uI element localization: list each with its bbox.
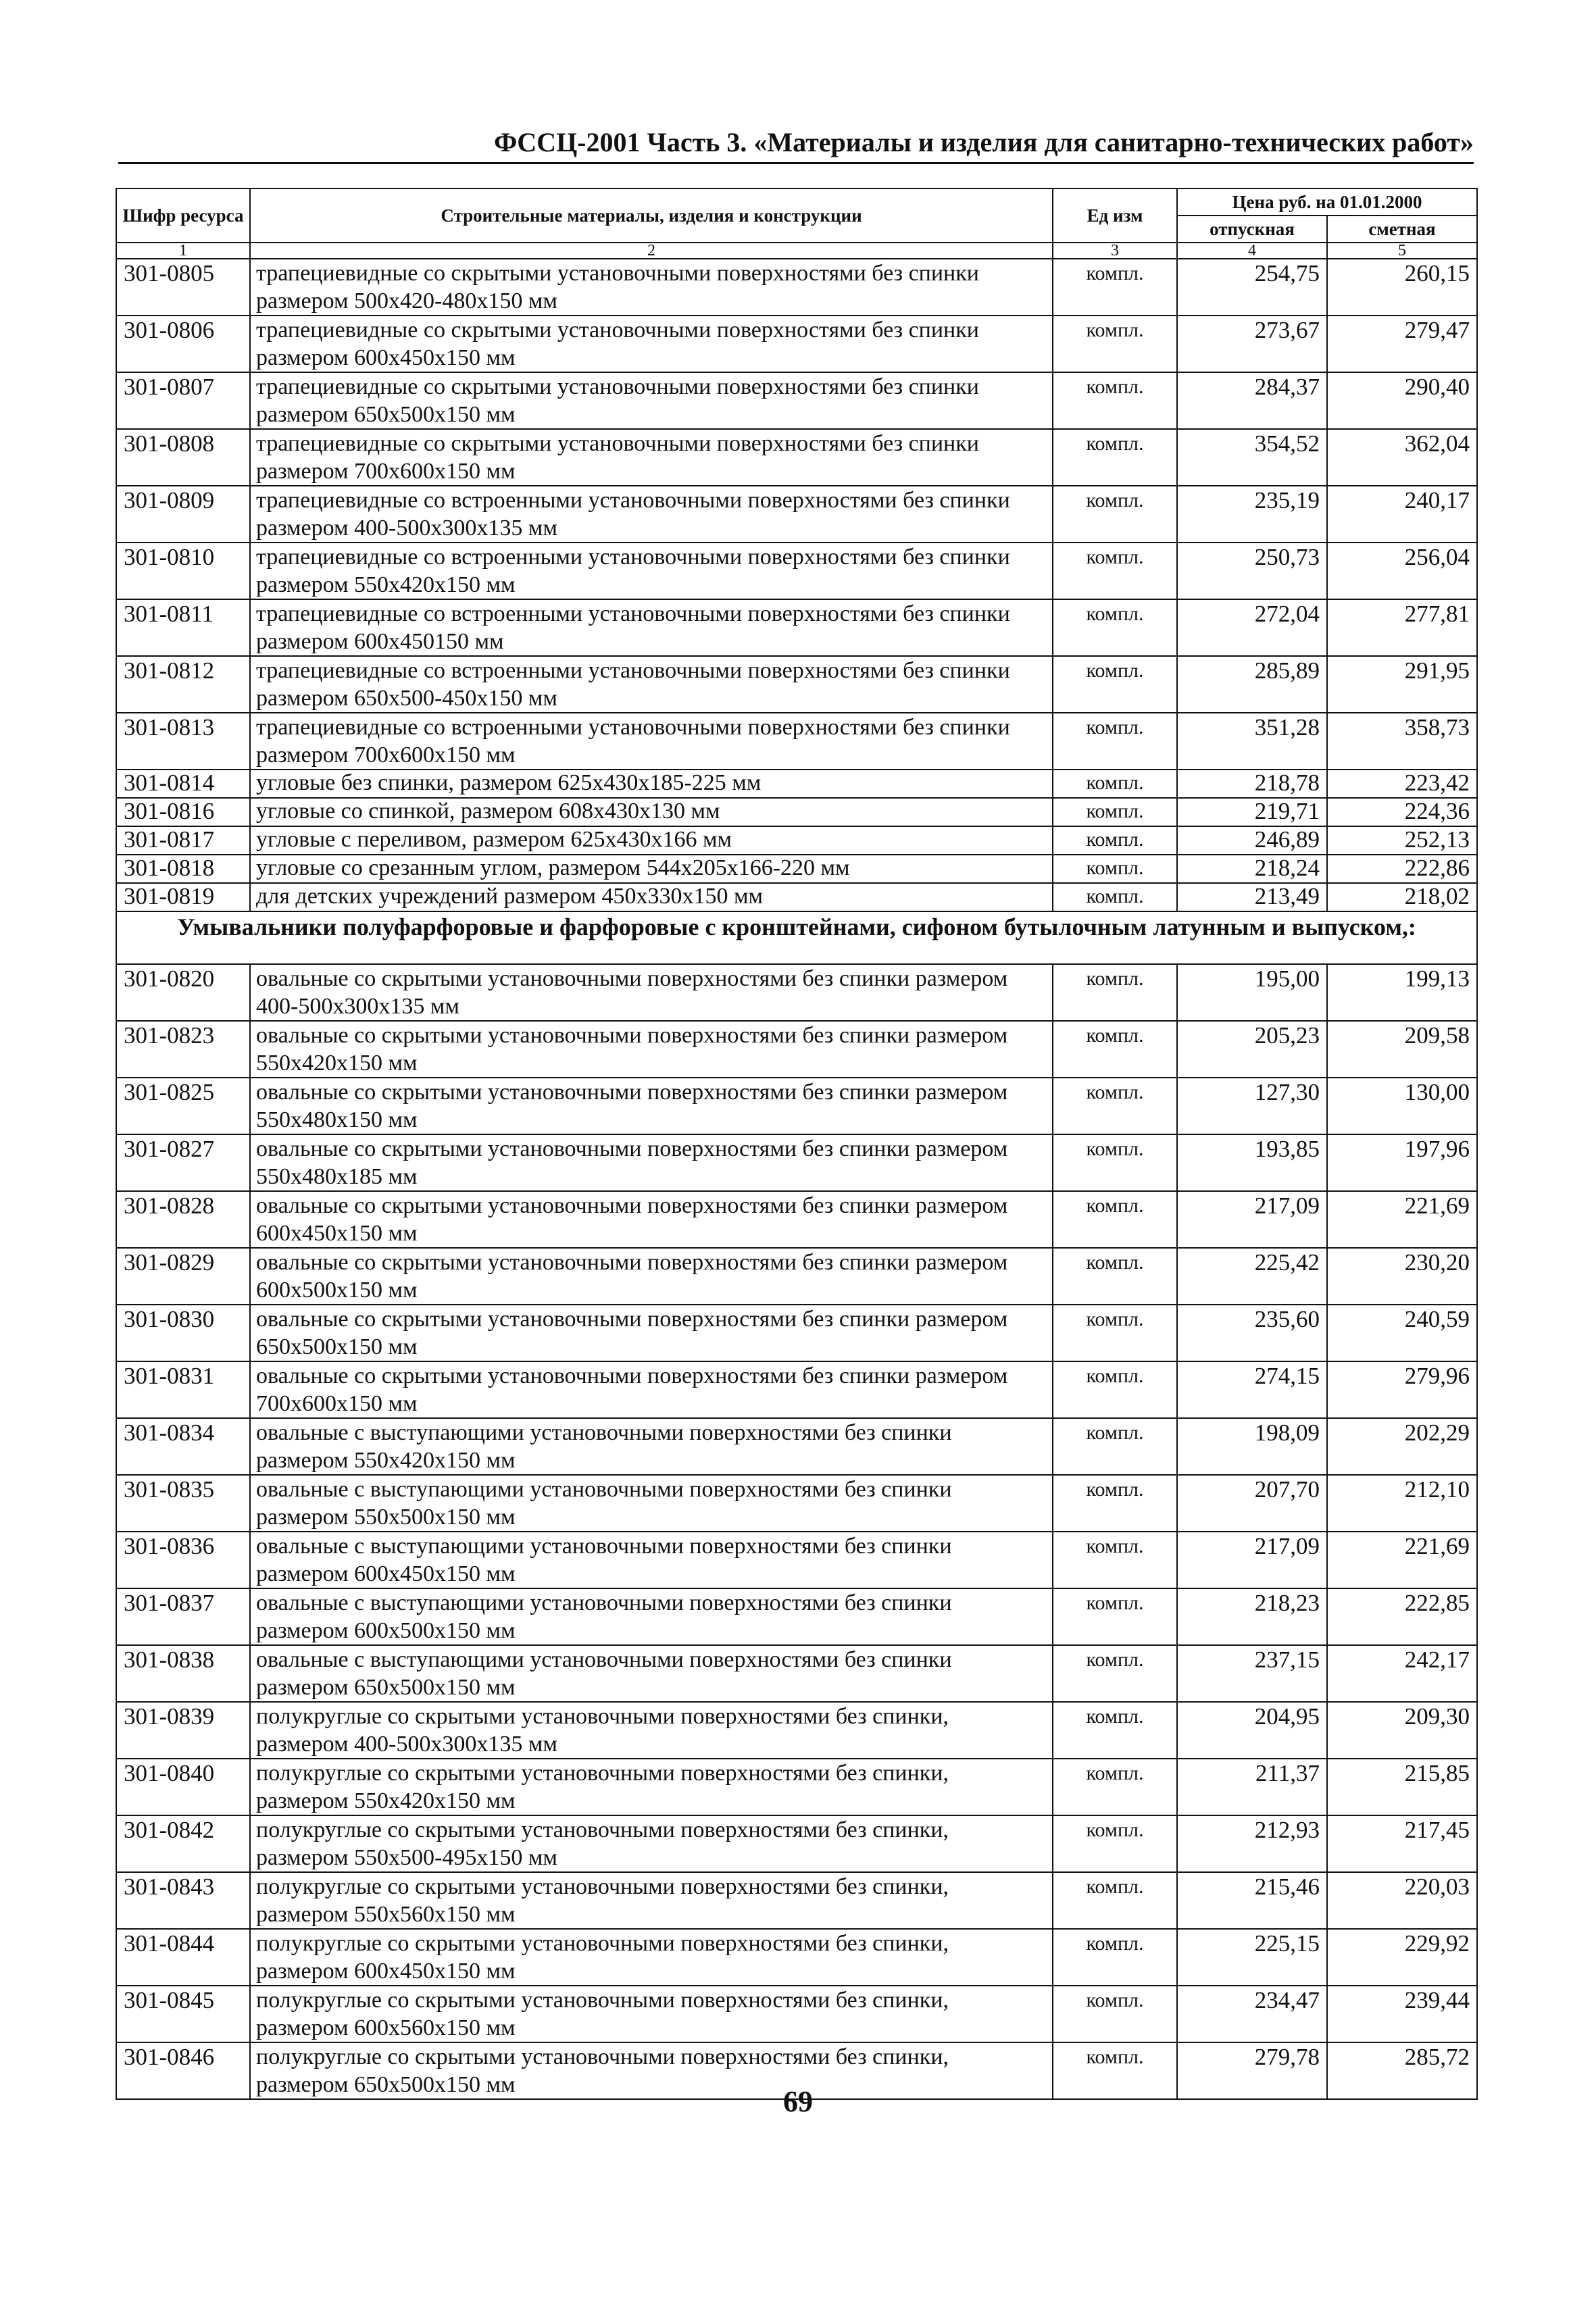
unit-cell: компл. [1053, 1588, 1177, 1645]
resource-code: 301-0827 [116, 1134, 250, 1191]
price-estimate: 223,42 [1327, 770, 1477, 798]
unit-cell: компл. [1053, 1305, 1177, 1361]
price-estimate: 240,17 [1327, 486, 1477, 543]
unit-cell: компл. [1053, 1475, 1177, 1532]
resource-name: угловые со срезанным углом, размером 544x205x166-220 мм [250, 855, 1053, 883]
resource-name: овальные со скрытыми установочными поверхностями без спинки размером 550x480x150 мм [250, 1078, 1053, 1134]
resource-name: трапециевидные со встроенными установочными поверхностями без спинки размером 400-500x300x135 мм [250, 486, 1053, 543]
resource-code: 301-0842 [116, 1815, 250, 1872]
table-row [116, 770, 1477, 798]
price-estimate: 242,17 [1327, 1645, 1477, 1702]
price-release: 217,09 [1177, 1532, 1327, 1588]
price-release: 205,23 [1177, 1021, 1327, 1078]
table-row [116, 1361, 1477, 1418]
resource-name: овальные с выступающими установочными поверхностями без спинки размером 600x500x150 мм [250, 1588, 1053, 1645]
table-row [116, 1475, 1477, 1532]
price-estimate: 290,40 [1327, 372, 1477, 429]
price-estimate: 202,29 [1327, 1418, 1477, 1475]
price-release: 218,24 [1177, 855, 1327, 883]
price-release: 351,28 [1177, 713, 1327, 770]
table-row [116, 1759, 1477, 1815]
unit-cell: компл. [1053, 1418, 1177, 1475]
resource-code: 301-0819 [116, 883, 250, 911]
column-number: 2 [250, 243, 1053, 259]
resource-code: 301-0837 [116, 1588, 250, 1645]
resource-code: 301-0839 [116, 1702, 250, 1759]
resource-name: овальные с выступающими установочными поверхностями без спинки размером 600x450x150 мм [250, 1532, 1053, 1588]
section-title: Умывальники полуфарфоровые и фарфоровые с кронштейнами, сифоном бутылочным латунным и выпуском,: [116, 911, 1477, 964]
price-release: 207,70 [1177, 1475, 1327, 1532]
resource-name: полукруглые со скрытыми установочными поверхностями без спинки, размером 600x450x150 мм [250, 1929, 1053, 1986]
price-release: 213,49 [1177, 883, 1327, 911]
resource-code: 301-0845 [116, 1986, 250, 2042]
unit-cell: компл. [1053, 1702, 1177, 1759]
resource-code: 301-0809 [116, 486, 250, 543]
header-price-group: Цена руб. на 01.01.2000 [1177, 188, 1477, 216]
price-release: 211,37 [1177, 1759, 1327, 1815]
resource-code: 301-0823 [116, 1021, 250, 1078]
page-header [118, 126, 1474, 164]
resource-code: 301-0831 [116, 1361, 250, 1418]
resource-code: 301-0829 [116, 1248, 250, 1305]
table-row [116, 656, 1477, 713]
price-release: 195,00 [1177, 964, 1327, 1021]
resource-code: 301-0807 [116, 372, 250, 429]
unit-cell: компл. [1053, 1815, 1177, 1872]
resource-code: 301-0836 [116, 1532, 250, 1588]
resource-name: овальные с выступающими установочными поверхностями без спинки размером 550x420x150 мм [250, 1418, 1053, 1475]
unit-cell: компл. [1053, 1872, 1177, 1929]
resource-code: 301-0835 [116, 1475, 250, 1532]
unit-cell: компл. [1053, 855, 1177, 883]
price-release: 235,60 [1177, 1305, 1327, 1361]
unit-cell: компл. [1053, 826, 1177, 855]
resource-name: овальные со скрытыми установочными поверхностями без спинки размером 400-500x300x135 мм [250, 964, 1053, 1021]
price-release: 246,89 [1177, 826, 1327, 855]
resource-name: для детских учреждений размером 450x330x150 мм [250, 883, 1053, 911]
price-release: 250,73 [1177, 543, 1327, 599]
price-estimate: 209,58 [1327, 1021, 1477, 1078]
resource-name: угловые со спинкой, размером 608x430x130 мм [250, 798, 1053, 826]
price-release: 215,46 [1177, 1872, 1327, 1929]
resource-name: овальные со скрытыми установочными поверхностями без спинки размером 700x600x150 мм [250, 1361, 1053, 1418]
unit-cell: компл. [1053, 372, 1177, 429]
price-estimate: 279,47 [1327, 316, 1477, 372]
price-estimate: 215,85 [1327, 1759, 1477, 1815]
resource-code: 301-0846 [116, 2042, 250, 2099]
table-row [116, 543, 1477, 599]
price-release: 274,15 [1177, 1361, 1327, 1418]
header-price-release: отпускная [1177, 216, 1327, 243]
unit-cell: компл. [1053, 713, 1177, 770]
resource-code: 301-0820 [116, 964, 250, 1021]
table-row [116, 599, 1477, 656]
price-table-container [116, 188, 1476, 2100]
column-number: 5 [1327, 243, 1477, 259]
resource-code: 301-0805 [116, 259, 250, 316]
resource-code: 301-0812 [116, 656, 250, 713]
resource-code: 301-0814 [116, 770, 250, 798]
unit-cell: компл. [1053, 964, 1177, 1021]
table-row [116, 1986, 1477, 2042]
price-estimate: 358,73 [1327, 713, 1477, 770]
price-estimate: 230,20 [1327, 1248, 1477, 1305]
resource-code: 301-0844 [116, 1929, 250, 1986]
unit-cell: компл. [1053, 259, 1177, 316]
price-release: 285,89 [1177, 656, 1327, 713]
resource-name: полукруглые со скрытыми установочными поверхностями без спинки, размером 400-500x300x135 мм [250, 1702, 1053, 1759]
price-estimate: 222,86 [1327, 855, 1477, 883]
price-release: 354,52 [1177, 429, 1327, 486]
resource-name: овальные с выступающими установочными поверхностями без спинки размером 550x500x150 мм [250, 1475, 1053, 1532]
header-unit: Ед изм [1053, 188, 1177, 243]
table-row [116, 1021, 1477, 1078]
unit-cell: компл. [1053, 798, 1177, 826]
price-table [116, 188, 1478, 2100]
price-estimate: 224,36 [1327, 798, 1477, 826]
resource-name: трапециевидные со скрытыми установочными поверхностями без спинки размером 500x420-480x150 мм [250, 259, 1053, 316]
resource-name: овальные со скрытыми установочными поверхностями без спинки размером 550x480x185 мм [250, 1134, 1053, 1191]
table-row [116, 826, 1477, 855]
column-number: 4 [1177, 243, 1327, 259]
resource-name: трапециевидные со скрытыми установочными поверхностями без спинки размером 650x500x150 мм [250, 372, 1053, 429]
resource-name: овальные с выступающими установочными поверхностями без спинки размером 650x500x150 мм [250, 1645, 1053, 1702]
section-header [116, 911, 1477, 964]
table-row [116, 1078, 1477, 1134]
resource-name: полукруглые со скрытыми установочными поверхностями без спинки, размером 550x560x150 мм [250, 1872, 1053, 1929]
price-estimate: 291,95 [1327, 656, 1477, 713]
resource-code: 301-0843 [116, 1872, 250, 1929]
price-release: 225,42 [1177, 1248, 1327, 1305]
price-release: 212,93 [1177, 1815, 1327, 1872]
price-estimate: 252,13 [1327, 826, 1477, 855]
page-number: 69 [783, 2085, 813, 2118]
table-row [116, 1191, 1477, 1248]
resource-code: 301-0808 [116, 429, 250, 486]
resource-name: трапециевидные со скрытыми установочными поверхностями без спинки размером 600x450x150 мм [250, 316, 1053, 372]
unit-cell: компл. [1053, 599, 1177, 656]
resource-name: трапециевидные со встроенными установочными поверхностями без спинки размером 700x600x150 мм [250, 713, 1053, 770]
resource-name: овальные со скрытыми установочными поверхностями без спинки размером 650x500x150 мм [250, 1305, 1053, 1361]
table-body-part2 [116, 964, 1477, 2099]
resource-name: трапециевидные со скрытыми установочными поверхностями без спинки размером 700x600x150 мм [250, 429, 1053, 486]
price-release: 235,19 [1177, 486, 1327, 543]
table-row [116, 964, 1477, 1021]
resource-code: 301-0840 [116, 1759, 250, 1815]
header-name: Строительные материалы, изделия и конструкции [250, 188, 1053, 243]
unit-cell: компл. [1053, 1021, 1177, 1078]
price-estimate: 277,81 [1327, 599, 1477, 656]
price-release: 225,15 [1177, 1929, 1327, 1986]
price-release: 279,78 [1177, 2042, 1327, 2099]
price-release: 273,67 [1177, 316, 1327, 372]
table-row [116, 259, 1477, 316]
header-code: Шифр ресурса [116, 188, 250, 243]
unit-cell: компл. [1053, 316, 1177, 372]
resource-code: 301-0816 [116, 798, 250, 826]
resource-code: 301-0838 [116, 1645, 250, 1702]
price-estimate: 222,85 [1327, 1588, 1477, 1645]
resource-name: полукруглые со скрытыми установочными поверхностями без спинки, размером 550x420x150 мм [250, 1759, 1053, 1815]
resource-name: угловые без спинки, размером 625x430x185-225 мм [250, 770, 1053, 798]
table-row [116, 1532, 1477, 1588]
price-estimate: 279,96 [1327, 1361, 1477, 1418]
unit-cell: компл. [1053, 543, 1177, 599]
table-row [116, 1872, 1477, 1929]
resource-name: полукруглые со скрытыми установочными поверхностями без спинки, размером 550x500-495x150 мм [250, 1815, 1053, 1872]
column-number: 1 [116, 243, 250, 259]
price-estimate: 220,03 [1327, 1872, 1477, 1929]
price-release: 127,30 [1177, 1078, 1327, 1134]
unit-cell: компл. [1053, 1248, 1177, 1305]
price-estimate: 285,72 [1327, 2042, 1477, 2099]
price-release: 272,04 [1177, 599, 1327, 656]
price-release: 193,85 [1177, 1134, 1327, 1191]
unit-cell: компл. [1053, 883, 1177, 911]
resource-code: 301-0834 [116, 1418, 250, 1475]
table-row [116, 1134, 1477, 1191]
resource-name: трапециевидные со встроенными установочными поверхностями без спинки размером 550x420x150 мм [250, 543, 1053, 599]
unit-cell: компл. [1053, 1134, 1177, 1191]
price-estimate: 197,96 [1327, 1134, 1477, 1191]
table-row [116, 1645, 1477, 1702]
price-estimate: 239,44 [1327, 1986, 1477, 2042]
price-release: 218,23 [1177, 1588, 1327, 1645]
resource-code: 301-0810 [116, 543, 250, 599]
table-row [116, 855, 1477, 883]
price-release: 237,15 [1177, 1645, 1327, 1702]
resource-code: 301-0825 [116, 1078, 250, 1134]
table-body-part1 [116, 259, 1477, 911]
resource-code: 301-0813 [116, 713, 250, 770]
unit-cell: компл. [1053, 656, 1177, 713]
table-row [116, 713, 1477, 770]
price-estimate: 212,10 [1327, 1475, 1477, 1532]
page-title: ФССЦ-2001 Часть 3. «Материалы и изделия для санитарно-технических работ» [493, 127, 1474, 157]
price-estimate: 240,59 [1327, 1305, 1477, 1361]
price-release: 218,78 [1177, 770, 1327, 798]
price-estimate: 130,00 [1327, 1078, 1477, 1134]
resource-name: полукруглые со скрытыми установочными поверхностями без спинки, размером 600x560x150 мм [250, 1986, 1053, 2042]
table-row [116, 1248, 1477, 1305]
price-release: 198,09 [1177, 1418, 1327, 1475]
table-row [116, 486, 1477, 543]
resource-code: 301-0828 [116, 1191, 250, 1248]
price-release: 204,95 [1177, 1702, 1327, 1759]
unit-cell: компл. [1053, 1759, 1177, 1815]
price-estimate: 221,69 [1327, 1532, 1477, 1588]
table-row [116, 1418, 1477, 1475]
unit-cell: компл. [1053, 770, 1177, 798]
unit-cell: компл. [1053, 1986, 1177, 2042]
price-release: 234,47 [1177, 1986, 1327, 2042]
price-estimate: 229,92 [1327, 1929, 1477, 1986]
price-release: 284,37 [1177, 372, 1327, 429]
table-row [116, 1702, 1477, 1759]
unit-cell: компл. [1053, 1191, 1177, 1248]
price-estimate: 209,30 [1327, 1702, 1477, 1759]
resource-name: угловые с переливом, размером 625x430x166 мм [250, 826, 1053, 855]
unit-cell: компл. [1053, 1645, 1177, 1702]
table-row [116, 1929, 1477, 1986]
unit-cell: компл. [1053, 1078, 1177, 1134]
resource-name: полукруглые со скрытыми установочными поверхностями без спинки, размером 650x500x150 мм [250, 2042, 1053, 2099]
table-row [116, 316, 1477, 372]
price-release: 254,75 [1177, 259, 1327, 316]
table-row [116, 429, 1477, 486]
resource-name: трапециевидные со встроенными установочными поверхностями без спинки размером 600x450150 мм [250, 599, 1053, 656]
resource-code: 301-0817 [116, 826, 250, 855]
price-estimate: 221,69 [1327, 1191, 1477, 1248]
price-release: 217,09 [1177, 1191, 1327, 1248]
unit-cell: компл. [1053, 1929, 1177, 1986]
table-row [116, 1588, 1477, 1645]
resource-name: овальные со скрытыми установочными поверхностями без спинки размером 600x450x150 мм [250, 1191, 1053, 1248]
table-head [116, 188, 1477, 259]
resource-code: 301-0806 [116, 316, 250, 372]
resource-name: овальные со скрытыми установочными поверхностями без спинки размером 600x500x150 мм [250, 1248, 1053, 1305]
unit-cell: компл. [1053, 486, 1177, 543]
resource-code: 301-0818 [116, 855, 250, 883]
column-number: 3 [1053, 243, 1177, 259]
price-estimate: 218,02 [1327, 883, 1477, 911]
price-estimate: 217,45 [1327, 1815, 1477, 1872]
price-estimate: 199,13 [1327, 964, 1477, 1021]
table-row [116, 883, 1477, 911]
price-estimate: 362,04 [1327, 429, 1477, 486]
price-estimate: 260,15 [1327, 259, 1477, 316]
unit-cell: компл. [1053, 1532, 1177, 1588]
unit-cell: компл. [1053, 2042, 1177, 2099]
unit-cell: компл. [1053, 1361, 1177, 1418]
resource-code: 301-0830 [116, 1305, 250, 1361]
resource-code: 301-0811 [116, 599, 250, 656]
table-row [116, 1305, 1477, 1361]
unit-cell: компл. [1053, 429, 1177, 486]
table-row [116, 798, 1477, 826]
table-row [116, 372, 1477, 429]
resource-name: трапециевидные со встроенными установочными поверхностями без спинки размером 650x500-450x150 мм [250, 656, 1053, 713]
price-release: 219,71 [1177, 798, 1327, 826]
price-estimate: 256,04 [1327, 543, 1477, 599]
header-price-estimate: сметная [1327, 216, 1477, 243]
table-row [116, 1815, 1477, 1872]
resource-name: овальные со скрытыми установочными поверхностями без спинки размером 550x420x150 мм [250, 1021, 1053, 1078]
